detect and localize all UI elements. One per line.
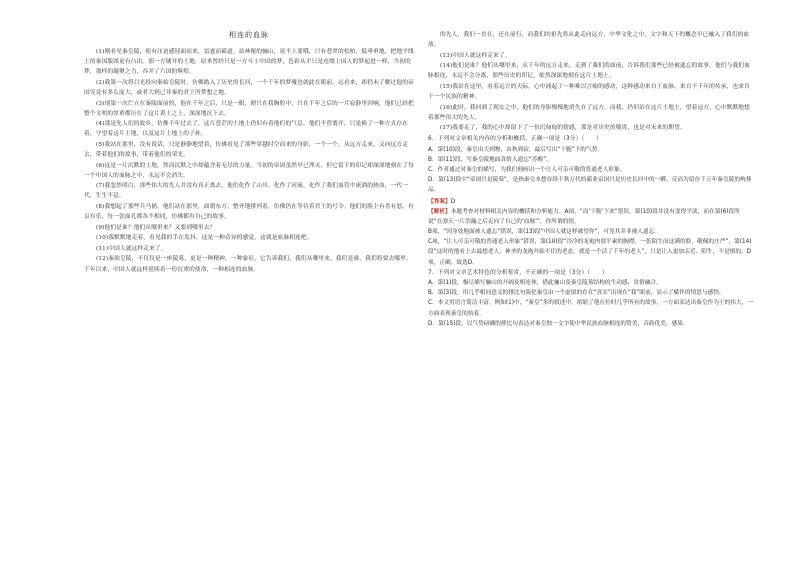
analysis-text: 本题考查对材料相关内容的概括和分析能力。A项，“而‘干脆’下来”错误，第(10)段并没有变得平淡，而在第(6)段所说“在弥天一片浩瀚之后走向了自己的‘血脉’”，你所谓的情。 (428, 209, 740, 226)
question-6-option-d: D．第(13)段中“帝国只是陵墓”，是指秦皇本想存续千秋万代的霸业帝国只是历史长河中的一瞬，反而为留存千万年秦皇陵的殉葬品。 (428, 176, 752, 193)
paragraph: (13)中国人就这样走来了。 (440, 52, 511, 59)
paragraph: (17)我要走了，我的心中却留下了一份沉甸甸的情感，那是对历史的敬畏，也是对未来的期望。 (440, 125, 686, 132)
paragraph: (11)中国人就这样走来了。 (96, 245, 167, 252)
question-6-option-c: C．作者通过对秦皇的描写，为我们刻画出一个让人可亲可敬的普通老人形象。 (428, 166, 626, 173)
question-7-option-d: D．第(15)段，以气势磅礴的排比句表达对秦皇独一文字使中华民族血脉相连的赞美，音韵优美，感染 (428, 320, 683, 327)
paragraph: (6)这是一片沉默的土地，然而沉默之中却蕴含着无尽的力量。当初的帝国虽然早已湮灭，但它留下的印记却深深地刻在了每一个中国人的血脉之中，永远不会消失。 (84, 162, 414, 179)
paragraph: (5)我站在那里，没有说话，只是静静地望着，仿佛看见了那些穿越时空而来的身影，一个一个，从远方走来，又向远方走去，带着他们的故事，带着他们的荣光。 (84, 141, 409, 159)
paragraph: (8)我想起了那些兵马俑，他们站在那里，面朝东方，整齐地排列着，仿佛仍在等待着君王的号令。他们的脸上有喜有怒，有哀有乐，每一张面孔都各不相同，仿佛都有自己的故事。 (84, 204, 414, 221)
question-6-option-a: A．第(10)段，秦皇由天到物，由秋到宿，最后写出“干脆”下的气势。 (428, 146, 604, 153)
paragraph: 的先人，我们一直在，还在前行，而我们的祖先将从此走向远方，中华文化之中，文字和天下的概念早已融入了我们的血液。 (428, 32, 750, 49)
question-6-stem: 6．下列对文章相关内容的分析和概括，正确一项是（3分）（ ） (428, 135, 602, 142)
question-7-stem: 7．下列对文章艺术特色的分析鉴赏，不正确的一项是（3分）（ ） (428, 269, 608, 276)
paragraph: (1)刚看见秦皇陵，使有压迫感迎面而来，雷霆而霸道。站神秘的骊山，说不上要哦，只有苍翠的松柏，低垂垂地，把地平线上的秦国版图更有凸出。那一方铺开的土地，原来曾经只是一方斗士中国的梦，色彩从平只是连缀上国人的梦起进一样，当初的梦，那样的凝聚之力，吞并了六国的辉煌。 (84, 49, 414, 76)
paragraph: (12)秦始皇陵，不仅仅是一座陵墓，更是一种精神，一种象征，它告诉我们，我们从哪里来，我们是谁，我们将要去哪里。千年以来，中国人就这样延续着一份沉重的使命，一种相连的血脉。 (84, 256, 412, 273)
paragraph: (3)现第一次伫立在秦陵面前的，他在千年之后，只是一眼，便只在我胸腔中，只在千年之后的一片寂静里回响，他们已经把整个文明的厚重都压在了这片黄土之上，深深地沉下去。 (84, 100, 414, 117)
question-6-option-b: B．第(11)段，写秦皇陵地面真情入遗忘“苏醒”。 (428, 156, 552, 163)
question-7-option-a: A．第(1)段，极尽描写骊山的开阔及相连体，借此骊山及秦皇陵墓结构的生动感，景情融合。 (428, 280, 662, 287)
question-7-option-c: C．本文用语言简洁丰富。例如(1)中，“秦皇”多的叙述中，浓缩了他在位时几乎所有的故事，一方面表达出秦皇作为王的伟大，一方面表现秦皇的执着。 (428, 300, 754, 317)
paragraph: (14)他们是谁？他们从哪里来，从千年的远方走来，走到了我们的面前，告诉我们那些已经被遗忘的故事，他们与我们血脉相连，永远不会分离，那些历史的印记，依然深深地刻在这片土地上。 (428, 63, 750, 80)
answer-row (428, 197, 754, 207)
paragraph: (10)我默默地走着，看见我的手在发抖，这是一种奇异的感觉，这就是血脉相连吧。 (96, 235, 313, 242)
analysis-row (428, 207, 754, 227)
paragraph: (7)我忽然明白，那些伟大的先人并没有真正离去，他们化作了山川，化作了河流，化作了我们血管中流淌的热血，一代一代，生生不息。 (84, 183, 409, 200)
left-column (84, 30, 414, 275)
paragraph: (15)我站在这里，看着远方的天际，心中涌起了一种难以言喻的感动，这种感动来自于血脉，来自于千年的传承，也来自于一个民族的精神。 (428, 83, 750, 101)
paragraph: (4)那是先人们的故乡，仿佛千年过去了，这片苍茫的土地上仍旧有着他们的气息。他们不曾离开，只是换了一种方式存在着，守望着这片土地，以及这片土地上的子孙。 (84, 121, 409, 138)
answer-label: 【答案】 (428, 199, 451, 205)
analysis-text: B项，“因身处地面被人遗忘”错误，第(13)段“中国人就这样被望你”，可见其并非被人遗忘。 (428, 229, 661, 236)
question-7-option-b: B．第(3)段，用几乎相同意义的排比句强化秦皇由一个虚拟的存在“真实”出现在“我”眼前，显示了赋伴的情思与感悟。 (428, 290, 725, 297)
analysis-text: C项，“让人可亲可敬的普通老人形象”错误，第(10)段“冷冷的龙袍内那平素的胸襟，一张陌生而这满的脸，敬佩的庄严”，第(14)段“这时的他看上去最想老人，神圣的龙袍开始不住的老态，就是一个活了千年的老人”，只是让人更加亲近、陌生，不是慎的。D项，正确。故选D。 (428, 239, 752, 266)
paragraph: (9)他们是谁？他们从哪里来？又要到哪里去？ (96, 224, 216, 231)
right-column (428, 30, 754, 329)
answer-value: D (450, 199, 456, 205)
analysis-label: 【解析】 (428, 209, 451, 216)
paragraph: (2)我第一次将目光投向秦始皇陵时，仿佛踏入了历史的长河，一个千年的梦魇也就此在眼前，远看来，却仍未了解过他的帝国究竟有多么庞大，或者大到已非秦的君王所梦想之地。 (84, 79, 414, 96)
paragraph: (16)此时，我回到了现实之中，他们的身影慢慢地消失在了远方，而我，仍旧站在这片土地上，望着远方，心中默默地想着那些伟大的先人。 (428, 104, 750, 121)
article-title: 相连的血脉 (229, 31, 269, 39)
